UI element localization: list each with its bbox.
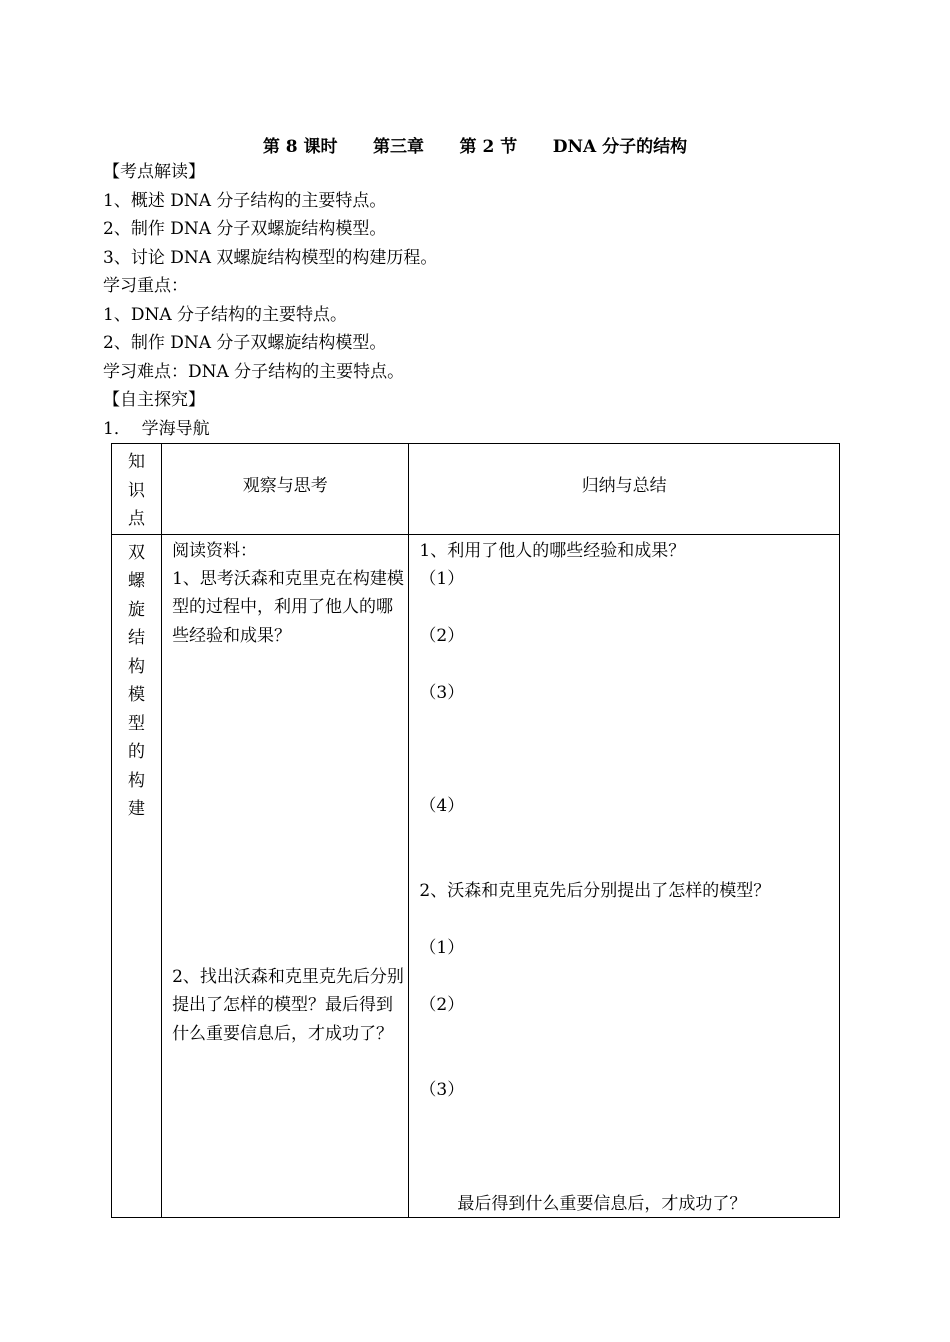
knowledge-cell	[112, 534, 162, 1217]
observe-question-2: 2、找出沃森和克里克先后分别提出了怎样的模型？最后得到什么重要信息后，才成功了？	[172, 966, 404, 1044]
header-summary-label: 归纳与总结	[581, 476, 667, 496]
summary-1-title: 1、利用了他人的哪些经验和成果？	[419, 540, 686, 561]
kaodian-heading: 【考点解读】	[103, 162, 205, 182]
summary-1-item-3: （3）	[419, 682, 465, 703]
nandian-line: 学习难点：DNA 分子结构的主要特点。	[103, 362, 405, 382]
zhongdian-heading: 学习重点：	[103, 276, 188, 296]
observe-read: 阅读资料：	[172, 540, 258, 561]
summary-2-item-1: （1）	[419, 937, 465, 958]
header-summary-cell	[409, 444, 840, 535]
header-knowledge-cell	[112, 444, 162, 535]
zizhu-heading: 【自主探究】	[103, 390, 205, 410]
summary-1-item-1: （1）	[419, 568, 465, 589]
summary-1-item-4: （4）	[419, 795, 465, 816]
observe-question-1: 1、思考沃森和克里克在构建模型的过程中，利用了他人的哪些经验和成果？	[172, 568, 404, 646]
summary-2-item-3: （3）	[419, 1079, 465, 1100]
study-table	[111, 443, 840, 1218]
page-title: 第 8 课时 第三章 第 2 节 DNA 分子的结构	[262, 137, 688, 157]
summary-1-item-2: （2）	[419, 625, 465, 646]
header-knowledge-label: 知 识 点	[128, 452, 146, 529]
summary-2-item-2: （2）	[419, 994, 465, 1015]
knowledge-label: 双 螺 旋 结 构 模 型 的 构 建	[128, 542, 146, 819]
summary-2-title: 2、沃森和克里克先后分别提出了怎样的模型？	[419, 880, 771, 901]
kaodian-item-2: 2、制作 DNA 分子双螺旋结构模型。	[103, 219, 387, 239]
summary-cell	[409, 534, 840, 1217]
header-observe-cell	[162, 444, 409, 535]
observe-cell	[162, 534, 409, 1217]
xuehai-heading: 1． 学海导航	[103, 419, 210, 439]
table-row	[112, 534, 840, 1217]
kaodian-item-1: 1、概述 DNA 分子结构的主要特点。	[103, 191, 387, 211]
header-observe-label: 观察与思考	[242, 476, 328, 496]
table-header-row	[112, 444, 840, 535]
zhongdian-item-1: 1、DNA 分子结构的主要特点。	[103, 305, 348, 325]
summary-2-final: 最后得到什么重要信息后，才成功了？	[457, 1193, 747, 1214]
kaodian-item-3: 3、讨论 DNA 双螺旋结构模型的构建历程。	[103, 248, 438, 268]
zhongdian-item-2: 2、制作 DNA 分子双螺旋结构模型。	[103, 333, 387, 353]
